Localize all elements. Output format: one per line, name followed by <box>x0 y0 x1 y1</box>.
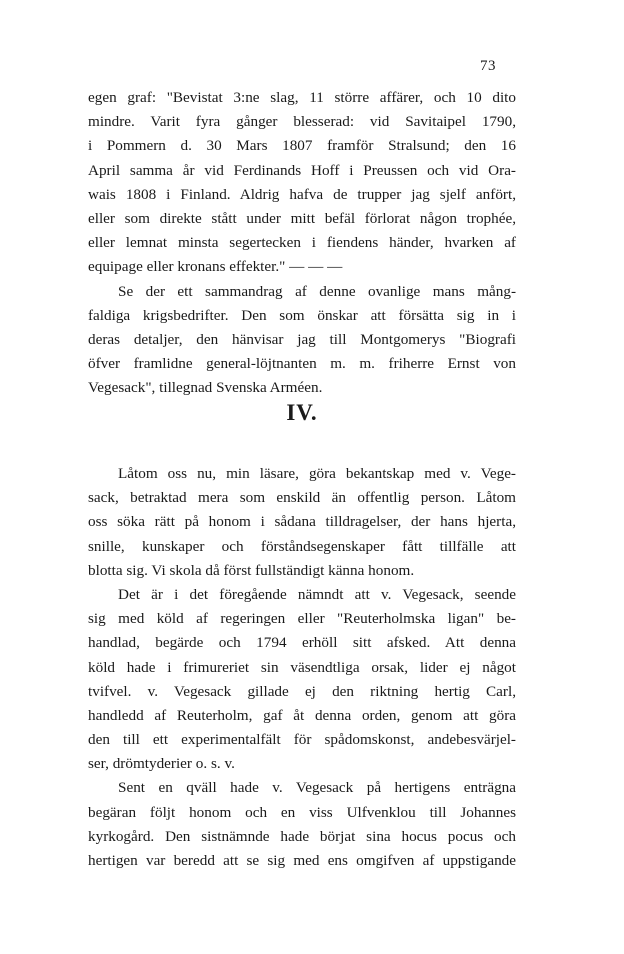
text-line: eller lemnat minsta segertecken i fiendens händer, hvarken af <box>88 234 516 252</box>
text-line: eller som direkte stått under mitt befäl förlorat någon trophée, <box>88 209 516 227</box>
text-line: April samma år vid Ferdinands Hoff i Preussen och vid Ora- <box>88 161 516 179</box>
text-line: Låtom oss nu, min läsare, göra bekantskap med v. Vege- <box>118 465 516 482</box>
text-line: sig med köld af regeringen eller "Reuterholmska ligan" be- <box>88 610 516 628</box>
page-number: 73 <box>480 58 496 74</box>
text-line: köld hade i frimureriet sin väsendtliga orsak, lider ej något <box>88 658 516 676</box>
text-line: blotta sig. Vi skola då först fullständigt känna honom. <box>88 561 415 579</box>
paragraph <box>88 583 516 777</box>
text-line: Sent en qväll hade v. Vegesack på hertigens enträgna <box>118 779 516 797</box>
text-line: faldiga krigsbedrifter. Den som önskar att försätta sig in i <box>88 306 516 324</box>
text-line: begäran följt honom och en viss Ulfvenklou till Johannes <box>88 803 516 821</box>
text-line: kyrkogård. Den sistnämnde hade börjat sina hocus pocus och <box>88 827 516 845</box>
text-line: ser, drömtyderier o. s. v. <box>88 755 235 773</box>
text-line: snille, kunskaper och förståndsegenskaper fått tillfälle att <box>88 537 516 555</box>
paragraph <box>88 462 516 583</box>
text-line: tvifvel. v. Vegesack gillade ej den riktning hertig Carl, <box>88 682 516 700</box>
text-line: deras detaljer, den hänvisar jag till Montgomerys "Biografi <box>88 330 516 348</box>
text-line: den till ett experimentalfält för spådomskonst, andebesvärjel- <box>88 731 516 749</box>
text-line: i Pommern d. 30 Mars 1807 framför Stralsund; den 16 <box>88 137 516 155</box>
text-line: öfver framlidne general-löjtnanten m. m. friherre Ernst von <box>88 355 516 373</box>
text-line: Se der ett sammandrag af denne ovanlige mans mång- <box>118 282 516 300</box>
text-line: equipage eller kronans effekter." — — — <box>88 258 343 276</box>
text-block-top <box>88 86 516 400</box>
text-line: Det är i det föregående nämndt att v. Vegesack, seende <box>118 585 516 603</box>
text-line: Vegesack", tillegnad Svenska Arméen. <box>88 379 323 397</box>
text-line: egen graf: "Bevistat 3:ne slag, 11 större affärer, och 10 dito <box>88 89 516 106</box>
paragraph <box>88 86 516 280</box>
section-heading: IV. <box>286 400 318 425</box>
text-line: handledd af Reuterholm, gaf åt denna orden, genom att göra <box>88 706 516 724</box>
text-line: oss söka rätt på honom i sådana tilldragelser, der hans hjerta, <box>88 513 516 531</box>
paragraph <box>88 776 516 873</box>
text-line: wais 1808 i Finland. Aldrig hafva de trupper jag sjelf anfört, <box>88 185 516 203</box>
text-line: sack, betraktad mera som enskild än offentlig person. Låtom <box>88 489 516 507</box>
text-block-bottom <box>88 462 516 873</box>
paragraph <box>88 280 516 401</box>
text-line: mindre. Varit fyra gånger blesserad: vid Savitaipel 1790, <box>88 113 516 131</box>
text-line: hertigen var beredd att se sig med ens omgifven af uppstigande <box>88 852 516 869</box>
text-line: handlad, begärde och 1794 erhöll sitt afsked. Att denna <box>88 634 516 652</box>
